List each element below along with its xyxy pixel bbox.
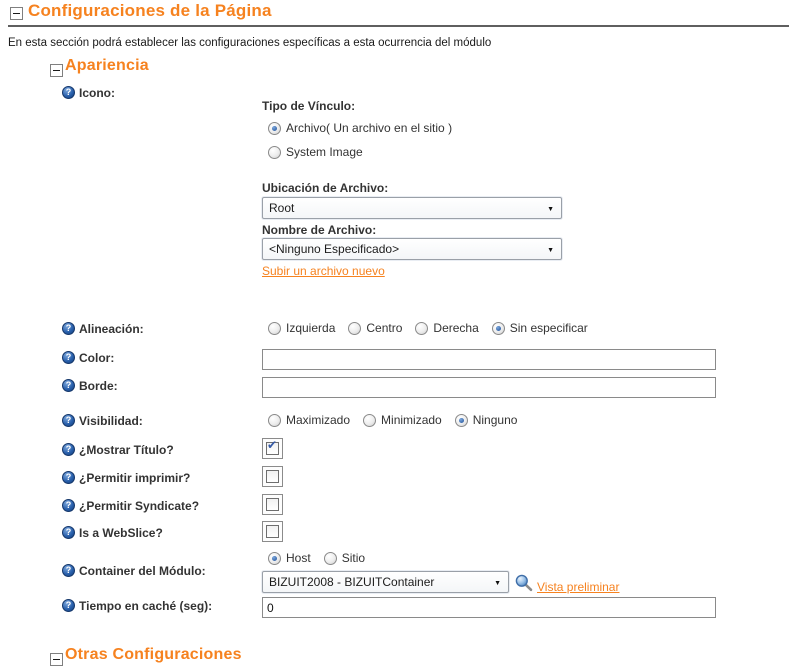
visibilidad-label: Visibilidad: [79,414,143,428]
webslice-checkbox[interactable] [262,521,283,542]
help-icon[interactable]: ? [62,499,75,512]
collapse-apariencia-icon[interactable] [50,64,63,77]
help-icon[interactable]: ? [62,322,75,335]
help-icon[interactable]: ? [62,471,75,484]
nombre-archivo-value: <Ninguno Especificado> [269,242,400,256]
radio-maximizado[interactable] [268,414,281,427]
cache-input[interactable] [262,597,716,618]
webslice-label: Is a WebSlice? [79,526,163,540]
vista-preliminar-link[interactable]: Vista preliminar [537,580,620,594]
field-label-color [62,351,114,365]
mostrar-titulo-label: ¿Mostrar Título? [79,443,174,457]
radio-host-label[interactable]: Host [286,551,311,565]
help-icon[interactable]: ? [62,526,75,539]
radio-centro[interactable] [348,322,361,335]
radio-ninguno-label[interactable]: Ninguno [472,413,518,427]
field-label-borde [62,379,118,393]
help-icon[interactable]: ? [62,443,75,456]
tipo-vinculo-label: Tipo de Vínculo: [262,99,356,113]
tipo-vinculo-system-option [268,145,363,159]
field-label-container [62,564,206,578]
page-subtitle: En esta sección podrá establecer las configuraciones específicas a esta ocurrencia del módulo [8,37,492,49]
radio-derecha-label[interactable]: Derecha [433,321,479,335]
radio-minimizado-label[interactable]: Minimizado [381,413,442,427]
radio-sin-especificar-label[interactable]: Sin especificar [509,321,588,335]
container-select[interactable] [262,571,509,593]
chevron-down-icon: ▼ [547,206,554,213]
field-label-webslice [62,526,163,540]
field-label-alineacion [62,322,144,336]
container-scope-options [268,551,365,565]
color-label: Color: [79,351,115,365]
radio-izquierda-label[interactable]: Izquierda [286,321,336,335]
radio-centro-label[interactable]: Centro [366,321,403,335]
radio-derecha[interactable] [415,322,428,335]
collapse-otras-icon[interactable] [50,653,63,666]
container-value: BIZUIT2008 - BIZUITContainer [269,575,435,589]
radio-system-image[interactable] [268,146,281,159]
permitir-imprimir-label: ¿Permitir imprimir? [79,471,191,485]
radio-ninguno[interactable] [455,414,468,427]
field-label-icono [62,86,115,100]
icono-label: Icono: [79,86,115,100]
color-input[interactable] [262,349,716,370]
mostrar-titulo-checkbox[interactable] [262,438,283,459]
help-icon[interactable]: ? [62,599,75,612]
permitir-imprimir-checkbox[interactable] [262,466,283,487]
section-title-apariencia[interactable]: Apariencia [65,57,149,74]
upload-file-link[interactable]: Subir un archivo nuevo [262,264,385,278]
borde-label: Borde: [79,379,118,393]
title-divider [8,25,789,27]
container-label: Container del Módulo: [79,564,206,578]
radio-host[interactable] [268,552,281,565]
radio-minimizado[interactable] [363,414,376,427]
nombre-archivo-label: Nombre de Archivo: [262,223,377,237]
page-title[interactable]: Configuraciones de la Página [28,1,272,20]
radio-archivo-label[interactable]: Archivo( Un archivo en el sitio ) [286,121,453,135]
help-icon[interactable]: ? [62,351,75,364]
tipo-vinculo-archivo-option [268,121,452,135]
help-icon[interactable]: ? [62,379,75,392]
ubicacion-archivo-select[interactable] [262,197,562,219]
check-icon: ✔ [267,438,278,452]
ubicacion-archivo-value: Root [269,201,295,215]
section-title-otras[interactable]: Otras Configuraciones [65,646,242,663]
borde-input[interactable] [262,377,716,398]
cache-label: Tiempo en caché (seg): [79,599,213,613]
field-label-permitir-imprimir [62,471,190,485]
visibilidad-options [268,413,517,427]
radio-archivo[interactable] [268,122,281,135]
permitir-syndicate-label: ¿Permitir Syndicate? [79,499,200,513]
collapse-section-icon[interactable] [10,7,23,20]
radio-sin-especificar[interactable] [492,322,505,335]
magnifier-icon[interactable] [514,573,534,593]
ubicacion-archivo-label: Ubicación de Archivo: [262,181,389,195]
chevron-down-icon: ▼ [547,247,554,254]
radio-sitio-label[interactable]: Sitio [341,551,366,565]
radio-maximizado-label[interactable]: Maximizado [286,413,351,427]
field-label-permitir-syndicate [62,499,199,513]
chevron-down-icon: ▼ [494,580,501,587]
field-label-mostrar-titulo [62,443,174,457]
radio-sitio[interactable] [324,552,337,565]
nombre-archivo-select[interactable] [262,238,562,260]
alineacion-label: Alineación: [79,322,144,336]
permitir-syndicate-checkbox[interactable] [262,494,283,515]
help-icon[interactable]: ? [62,86,75,99]
field-label-visibilidad [62,414,143,428]
help-icon[interactable]: ? [62,564,75,577]
help-icon[interactable]: ? [62,414,75,427]
field-label-cache [62,599,212,613]
radio-system-image-label[interactable]: System Image [286,145,363,159]
radio-izquierda[interactable] [268,322,281,335]
alineacion-options [268,321,588,335]
